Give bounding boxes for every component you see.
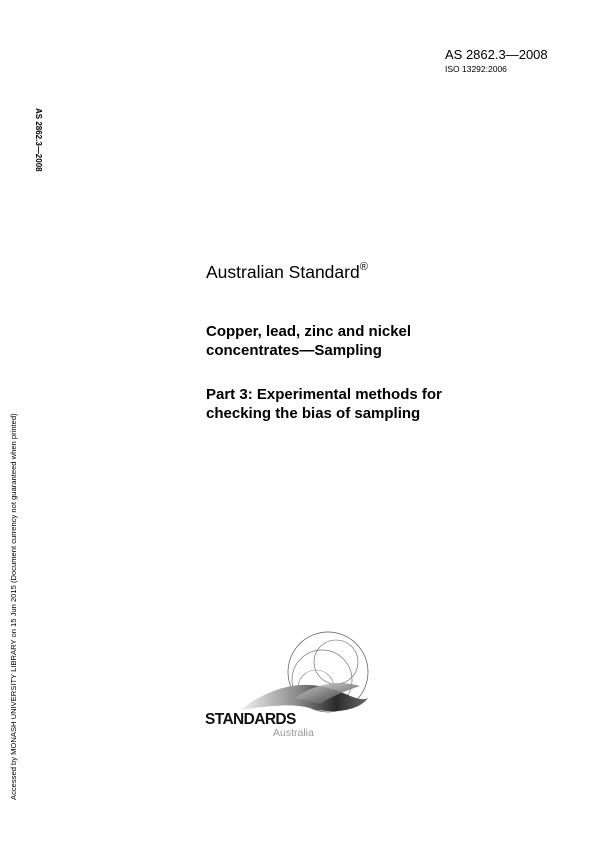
logo-wordmark: STANDARDS	[205, 711, 296, 728]
logo-subtext: Australia	[273, 727, 314, 739]
registered-mark: ®	[359, 261, 368, 273]
access-note-text: Accessed by MONASH UNIVERSITY LIBRARY on 15 Jun 2015 (Document currency not guaranteed when printed)	[9, 413, 18, 800]
part-line: Part 3: Experimental methods for	[206, 386, 442, 403]
series-label	[206, 256, 368, 283]
series-label-text: Australian Standard	[206, 262, 360, 282]
iso-reference: ISO 13292:2006	[445, 64, 507, 74]
access-note	[8, 370, 20, 800]
title-line: concentrates—Sampling	[206, 342, 382, 359]
part-line: checking the bias of sampling	[206, 405, 421, 422]
spine-label-text: AS 2862.3—2008	[34, 108, 43, 172]
part-title	[206, 385, 536, 423]
spine-label	[33, 108, 45, 190]
title-line: Copper, lead, zinc and nickel	[206, 323, 412, 340]
standard-number: AS 2862.3—2008	[445, 47, 548, 62]
standards-australia-logo	[200, 628, 390, 743]
document-title	[206, 322, 536, 360]
